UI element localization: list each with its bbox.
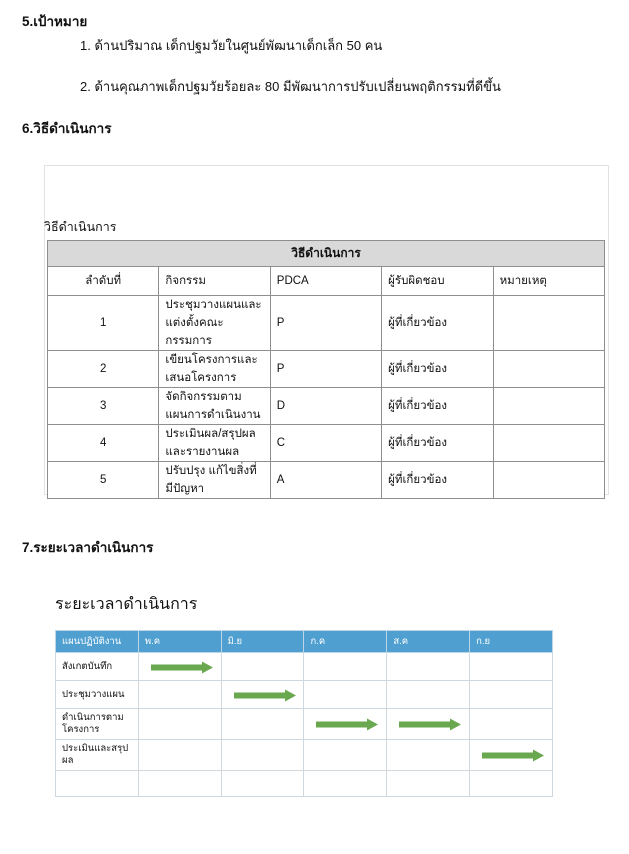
cell-activity: ประเมินผล/สรุปผลและรายงานผล <box>159 425 270 462</box>
gantt-cell <box>470 653 553 681</box>
gantt-cell <box>221 709 304 740</box>
gantt-row-label: ประชุมวางแผน <box>56 681 139 709</box>
method-table <box>47 240 605 499</box>
gantt-row-label: สังเกตบันทึก <box>56 653 139 681</box>
method-table-caption: วิธีดำเนินการ <box>44 220 117 234</box>
gantt-cell <box>138 709 221 740</box>
gantt-cell <box>304 681 387 709</box>
cell-pdca: P <box>270 351 381 388</box>
gantt-column-may: พ.ค <box>138 631 221 653</box>
gantt-cell <box>221 653 304 681</box>
gantt-cell <box>304 709 387 740</box>
cell-no: 4 <box>48 425 159 462</box>
gantt-cell <box>470 681 553 709</box>
gantt-header-row <box>56 631 553 653</box>
table-row <box>48 462 605 499</box>
cell-pdca: P <box>270 296 381 351</box>
gantt-column-jun: มิ.ย <box>221 631 304 653</box>
cell-pdca: C <box>270 425 381 462</box>
gantt-row <box>56 709 553 740</box>
progress-arrow-icon <box>151 661 213 672</box>
column-header-activity: กิจกรรม <box>159 267 270 296</box>
gantt-cell <box>304 739 387 770</box>
column-header-no: ลำดับที่ <box>48 267 159 296</box>
method-section-heading: 6.วิธีดำเนินการ <box>22 121 112 136</box>
progress-arrow-icon <box>234 689 296 700</box>
gantt-column-aug: ส.ค <box>387 631 470 653</box>
cell-responsible: ผู้ที่เกี่ยวข้อง <box>382 351 493 388</box>
table-title-row <box>48 241 605 267</box>
gantt-cell <box>221 770 304 796</box>
cell-responsible: ผู้ที่เกี่ยวข้อง <box>382 462 493 499</box>
progress-arrow-icon <box>316 718 378 729</box>
cell-no: 1 <box>48 296 159 351</box>
gantt-cell <box>387 709 470 740</box>
gantt-row-label <box>56 770 139 796</box>
cell-pdca: D <box>270 388 381 425</box>
cell-note <box>493 351 604 388</box>
cell-responsible: ผู้ที่เกี่ยวข้อง <box>382 388 493 425</box>
gantt-cell <box>138 770 221 796</box>
gantt-row <box>56 681 553 709</box>
gantt-cell <box>387 681 470 709</box>
column-header-pdca: PDCA <box>270 267 381 296</box>
goal-item-2: 2. ด้านคุณภาพเด็กปฐมวัยร้อยละ 80 มีพัฒนาการปรับเปลี่ยนพฤติกรรมที่ดีขึ้น <box>80 79 501 94</box>
gantt-row <box>56 739 553 770</box>
goal-section-heading: 5.เป้าหมาย <box>22 14 88 29</box>
gantt-cell <box>387 739 470 770</box>
gantt-cell <box>221 739 304 770</box>
progress-arrow-icon <box>399 718 461 729</box>
gantt-title: ระยะเวลาดำเนินการ <box>55 596 198 613</box>
cell-note <box>493 388 604 425</box>
table-row <box>48 296 605 351</box>
gantt-table <box>55 630 553 797</box>
gantt-row-label: ดำเนินการตามโครงการ <box>56 709 139 740</box>
cell-note <box>493 462 604 499</box>
gantt-cell <box>470 739 553 770</box>
method-table-title: วิธีดำเนินการ <box>48 241 605 267</box>
table-header-row <box>48 267 605 296</box>
cell-responsible: ผู้ที่เกี่ยวข้อง <box>382 296 493 351</box>
gantt-cell <box>138 681 221 709</box>
gantt-cell <box>470 770 553 796</box>
cell-activity: จัดกิจกรรมตามแผนการดำเนินงาน <box>159 388 270 425</box>
column-header-note: หมายเหตุ <box>493 267 604 296</box>
cell-no: 3 <box>48 388 159 425</box>
table-row <box>48 351 605 388</box>
cell-responsible: ผู้ที่เกี่ยวข้อง <box>382 425 493 462</box>
column-header-responsible: ผู้รับผิดชอบ <box>382 267 493 296</box>
gantt-row <box>56 653 553 681</box>
timeline-section-heading: 7.ระยะเวลาดำเนินการ <box>22 540 154 555</box>
table-row <box>48 388 605 425</box>
gantt-column-plan: แผนปฏิบัติงาน <box>56 631 139 653</box>
gantt-cell <box>221 681 304 709</box>
cell-note <box>493 296 604 351</box>
gantt-cell <box>304 653 387 681</box>
gantt-row <box>56 770 553 796</box>
cell-note <box>493 425 604 462</box>
gantt-cell <box>387 770 470 796</box>
gantt-column-jul: ก.ค <box>304 631 387 653</box>
cell-pdca: A <box>270 462 381 499</box>
cell-no: 2 <box>48 351 159 388</box>
gantt-cell <box>387 653 470 681</box>
progress-arrow-icon <box>482 749 544 760</box>
table-row <box>48 425 605 462</box>
cell-no: 5 <box>48 462 159 499</box>
gantt-column-sep: ก.ย <box>470 631 553 653</box>
cell-activity: ปรับปรุง แก้ไขสิ่งที่มีปัญหา <box>159 462 270 499</box>
gantt-cell <box>304 770 387 796</box>
cell-activity: เขียนโครงการและเสนอโครงการ <box>159 351 270 388</box>
cell-activity: ประชุมวางแผนและแต่งตั้งคณะกรรมการ <box>159 296 270 351</box>
gantt-row-label: ประเมินและสรุปผล <box>56 739 139 770</box>
gantt-cell <box>138 653 221 681</box>
gantt-cell <box>138 739 221 770</box>
goal-item-1: 1. ด้านปริมาณ เด็กปฐมวัยในศูนย์พัฒนาเด็กเล็ก 50 คน <box>80 38 383 53</box>
gantt-cell <box>470 709 553 740</box>
